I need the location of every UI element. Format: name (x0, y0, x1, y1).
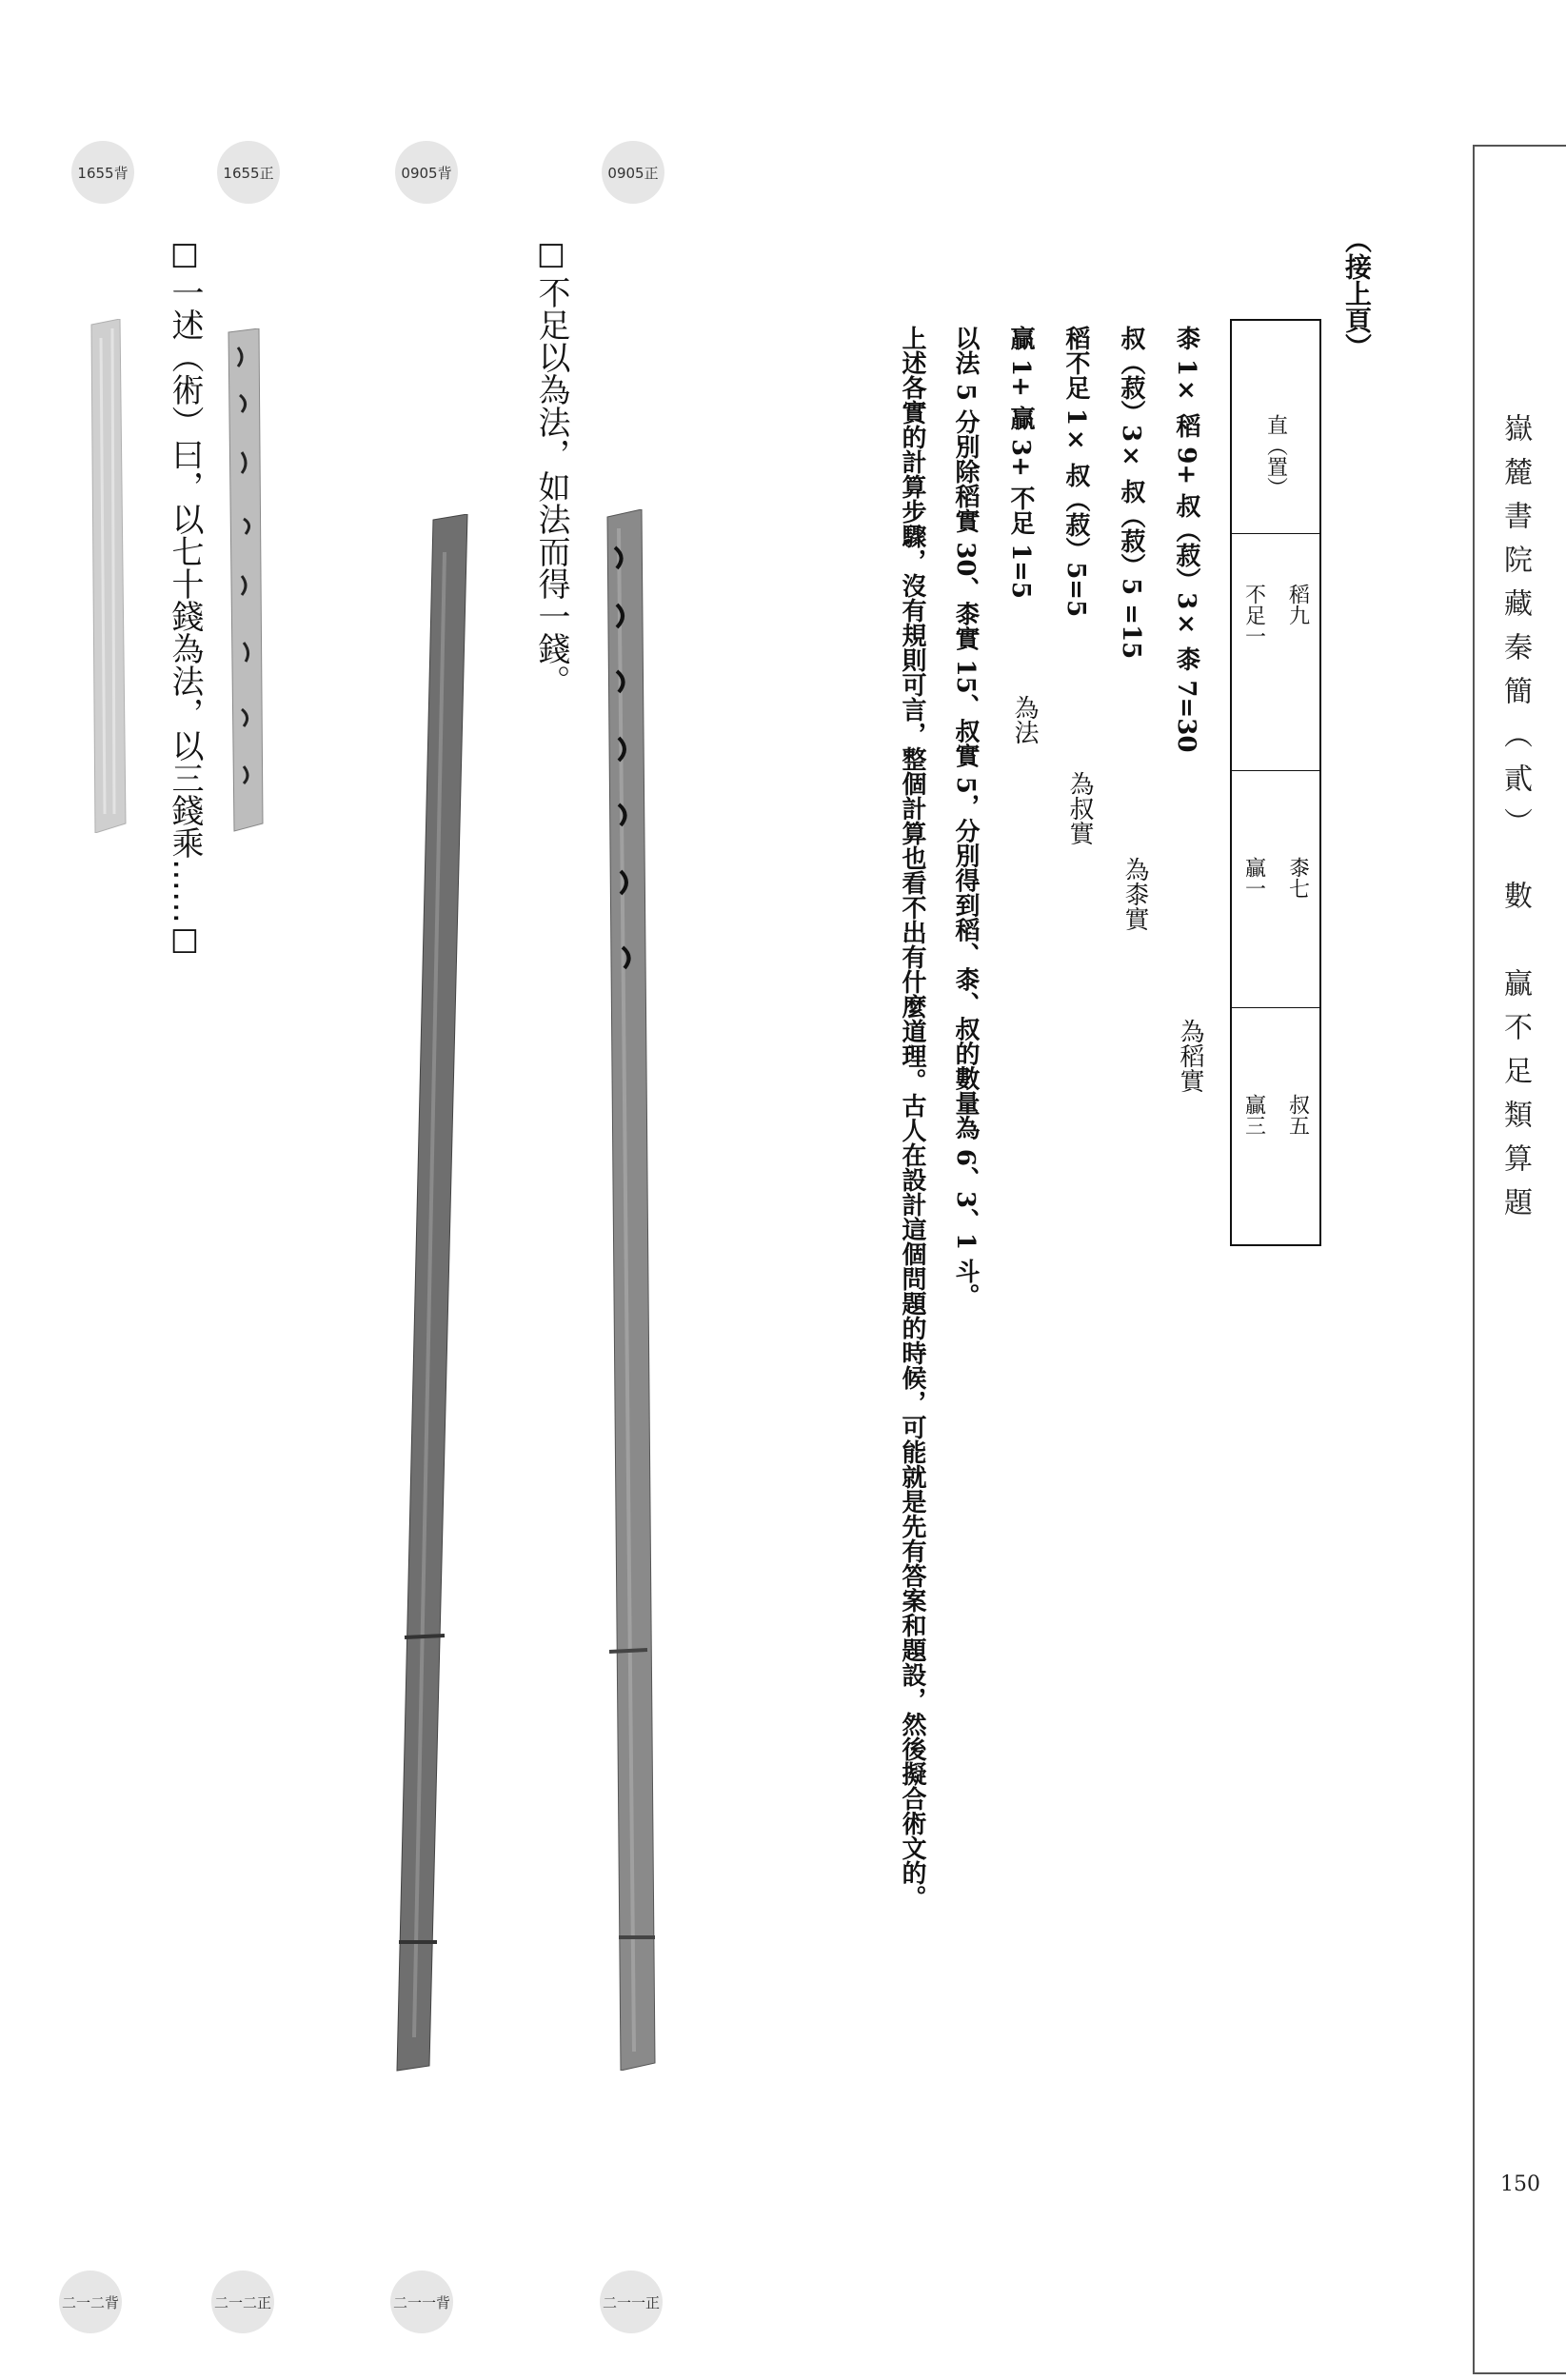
table-cell-bottom: 贏一 (1241, 857, 1266, 900)
table-cell-bottom: 贏三 (1241, 1094, 1266, 1137)
slip-label-0905-front: 0905正 (602, 141, 664, 204)
slip-number-211-back: 二一一背 (390, 2271, 453, 2333)
calc-line-5: 以法 5 分別除稻實 30、桼實 15、叔實 5，分別得到稻、桼、叔的數量為 6、3、1 斗。 (951, 326, 980, 1309)
calc-line-1-note: 為稻實 (1176, 1019, 1204, 1093)
table-header: 直（置） (1263, 413, 1288, 498)
sidebar-book-title: 嶽麓書院藏秦簡（貳） 數 贏不足類算題 (1498, 413, 1532, 1231)
calc-line-6: 上述各實的計算步驟，沒有規則可言，整個計算也看不出有什麼道理。古人在設計這個問題的時候，可能就是先有答案和題設，然後擬合術文的。 (898, 326, 926, 1910)
slip-0905-front-image (602, 509, 687, 2071)
table-header-cell (1232, 321, 1319, 534)
calc-line-1: 桼 1× 稻 9+ 叔（菽）3× 桼 7=30 (1172, 326, 1200, 753)
slip-0905-transcription: ☐不足以為法，如法而得一錢。 (532, 238, 570, 697)
sidebar (1473, 145, 1566, 2374)
table-cell (1232, 1008, 1319, 1244)
calc-line-3-note: 為叔實 (1065, 771, 1094, 845)
table-cell-top: 桼七 (1285, 857, 1310, 900)
slip-0905-back-image (386, 514, 481, 2075)
continued-marker: （接上頁） (1341, 227, 1373, 360)
calc-line-4-note: 為法 (1010, 695, 1039, 744)
calc-line-4: 贏 1+ 贏 3+ 不足 1=5 (1006, 326, 1035, 599)
slip-number-211-front: 二一一正 (600, 2271, 663, 2333)
setup-table (1230, 319, 1321, 1246)
slip-1655-back-image (86, 319, 133, 833)
calc-line-2-note: 為桼實 (1120, 857, 1149, 931)
table-cell (1232, 771, 1319, 1008)
slip-label-1655-back: 1655背 (71, 141, 134, 204)
slip-number-212-front: 二一二正 (211, 2271, 274, 2333)
slip-1655-front-image (227, 328, 267, 833)
table-cell-top: 叔五 (1285, 1094, 1310, 1137)
table-cell-bottom: 不足一 (1241, 584, 1266, 647)
page-number: 150 (1500, 2172, 1540, 2196)
slip-label-0905-back: 0905背 (395, 141, 458, 204)
calc-line-2: 叔（菽）3× 叔（菽）5 =15 (1117, 326, 1145, 660)
table-cell (1232, 534, 1319, 771)
slip-label-1655-front: 1655正 (217, 141, 280, 204)
slip-number-212-back: 二一二背 (59, 2271, 122, 2333)
table-cell-top: 稻九 (1285, 584, 1310, 626)
calc-line-3: 稻不足 1× 叔（菽）5=5 (1061, 326, 1090, 618)
slip-1655-transcription: ☐一述（術）曰，以七十錢為法，以三錢乘……☐ (166, 238, 204, 962)
